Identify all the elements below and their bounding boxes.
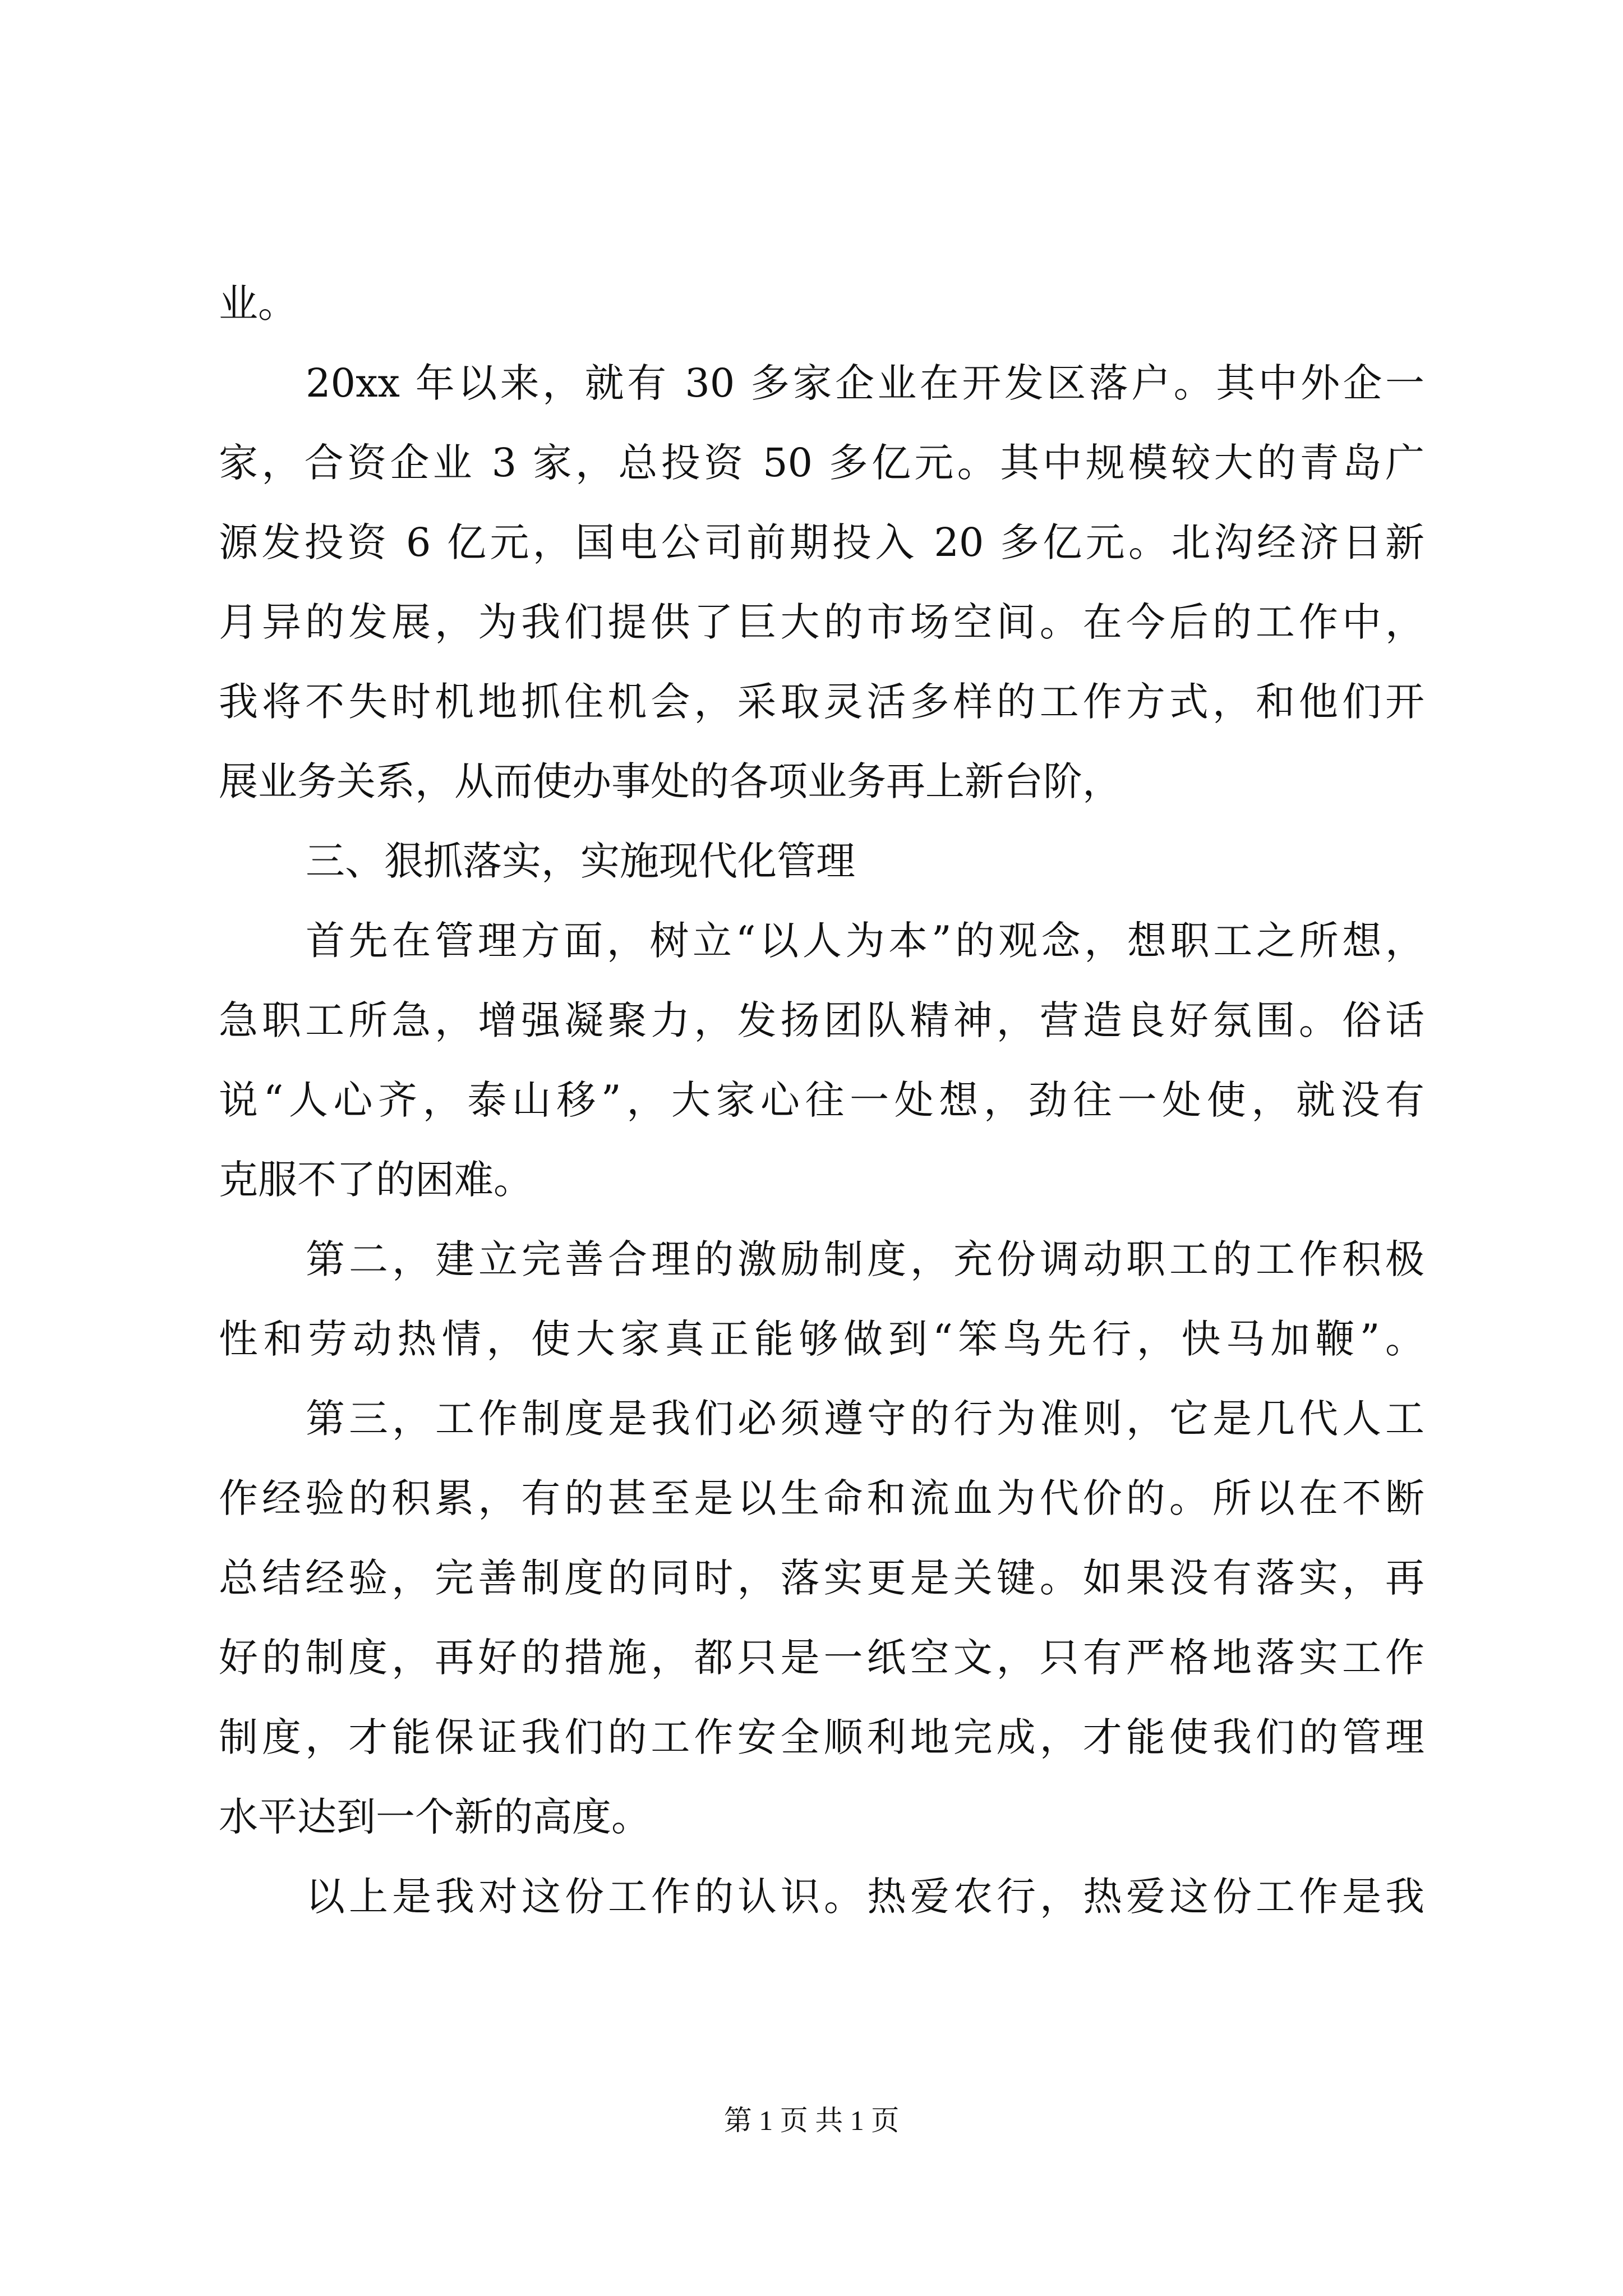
text-line: 业。 bbox=[219, 280, 297, 326]
text-line: 总结经验，完善制度的同时，落实更是关键。如果没有落实，再 bbox=[219, 1555, 1424, 1601]
text-line: 月异的发展，为我们提供了巨大的市场空间。在今后的工作中， bbox=[219, 599, 1424, 645]
text-line: 以上是我对这份工作的认识。热爱农行，热爱这份工作是我 bbox=[306, 1874, 1424, 1920]
text-line: 源发投资 6 亿元，国电公司前期投入 20 多亿元。北沟经济日新 bbox=[219, 519, 1424, 565]
text-line: 急职工所急，增强凝聚力，发扬团队精神，营造良好氛围。俗话 bbox=[219, 997, 1424, 1043]
document-body bbox=[219, 264, 1424, 1936]
text-line: 家，合资企业 3 家，总投资 50 多亿元。其中规模较大的青岛广 bbox=[219, 440, 1424, 486]
text-line: 性和劳动热情，使大家真正能够做到“笨鸟先行，快马加鞭”。 bbox=[219, 1316, 1424, 1362]
text-line: 制度，才能保证我们的工作安全顺利地完成，才能使我们的管理 bbox=[219, 1714, 1424, 1760]
text-line: 水平达到一个新的高度。 bbox=[219, 1794, 651, 1840]
text-line: 好的制度，再好的措施，都只是一纸空文，只有严格地落实工作 bbox=[219, 1635, 1424, 1681]
text-line: 说“人心齐，泰山移”，大家心往一处想，劲往一处使，就没有 bbox=[219, 1077, 1424, 1123]
text-line: 我将不失时机地抓住机会，采取灵活多样的工作方式，和他们开 bbox=[219, 679, 1424, 725]
page-footer: 第 1 页 共 1 页 bbox=[723, 2105, 900, 2136]
text-line: 第三，工作制度是我们必须遵守的行为准则，它是几代人工 bbox=[306, 1396, 1424, 1442]
text-line: 20xx 年以来，就有 30 多家企业在开发区落户。其中外企一 bbox=[306, 360, 1424, 406]
text-line: 首先在管理方面，树立“以人为本”的观念，想职工之所想， bbox=[306, 918, 1424, 964]
text-line: 第二，建立完善合理的激励制度，充份调动职工的工作积极 bbox=[306, 1236, 1424, 1282]
section-heading: 三、狠抓落实，实施现代化管理 bbox=[306, 838, 855, 884]
text-line: 克服不了的困难。 bbox=[219, 1157, 533, 1203]
text-line: 作经验的积累，有的甚至是以生命和流血为代价的。所以在不断 bbox=[219, 1475, 1424, 1521]
text-line: 展业务关系，从而使办事处的各项业务再上新台阶， bbox=[219, 758, 1122, 804]
